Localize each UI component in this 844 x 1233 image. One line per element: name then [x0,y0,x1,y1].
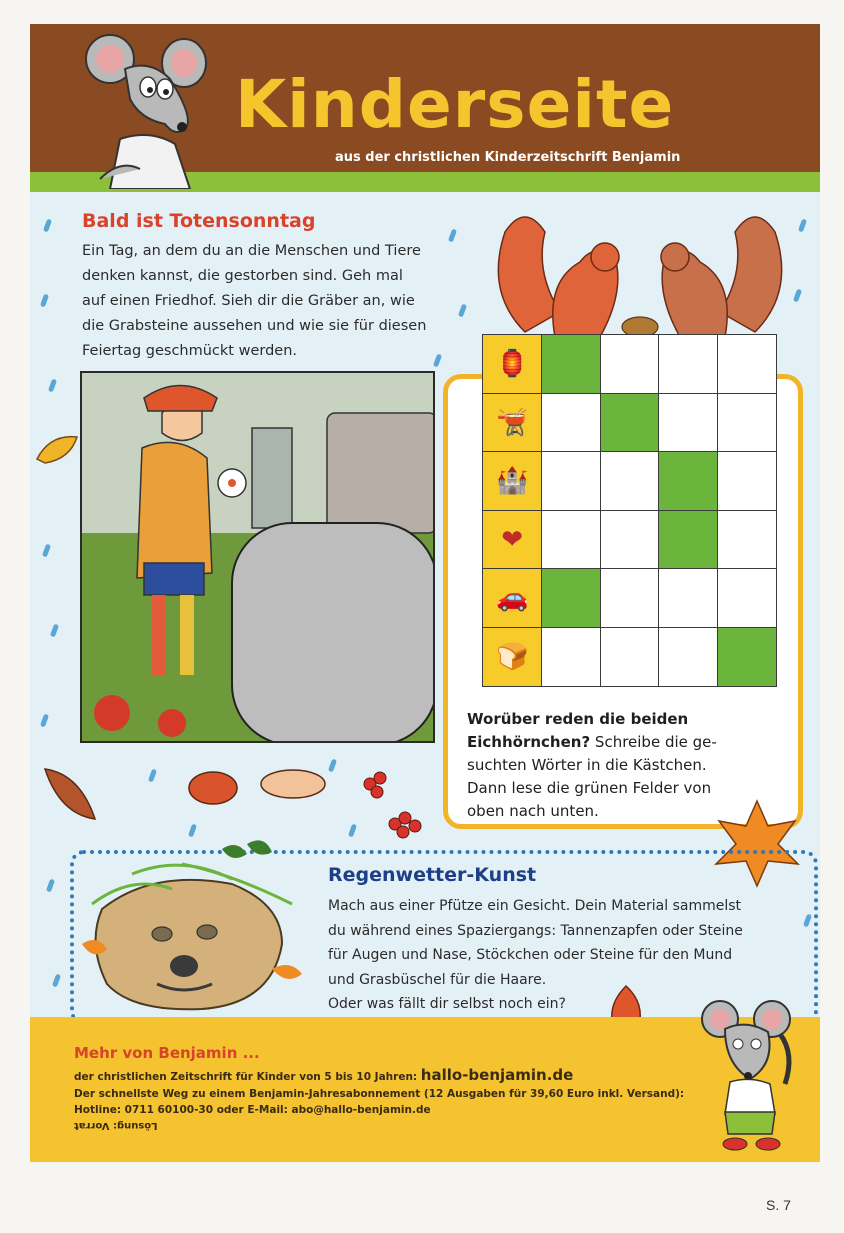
footer-website-link[interactable]: hallo-benjamin.de [420,1066,574,1084]
raindrop-icon [458,304,467,318]
puzzle-cell[interactable] [658,393,718,453]
section-title-totensonntag: Bald ist Totensonntag [82,210,316,232]
leaf-icon [35,429,80,469]
lantern-icon: 🏮 [495,349,529,379]
puzzle-cell[interactable] [717,568,777,628]
raindrop-icon [46,879,55,893]
puzzle-question-bold: Worüber reden die beiden [467,710,689,728]
puzzle-question-text: Dann lese die grünen Felder von [467,779,712,797]
red-leaf-icon [185,764,245,814]
puzzle-cell[interactable] [717,510,777,570]
kinderseite-page [30,24,820,1162]
puzzle-cell[interactable] [600,510,660,570]
puzzle-cell[interactable] [541,393,601,453]
puzzle-cell-green[interactable] [658,510,718,570]
text-line: die Grabsteine aussehen und wie sie für diesen [82,318,427,334]
puzzle-cell[interactable] [541,451,601,511]
footer-line-magazine [74,1066,573,1084]
text-line: Feiertag geschmückt werden. [82,343,297,359]
puzzle-question-text: suchten Wörter in die Kästchen. [467,756,707,774]
brown-leaf-icon [255,762,330,807]
puzzle-question-text: oben nach unten. [467,802,599,820]
cemetery-illustration [80,371,435,743]
puzzle-cell[interactable] [717,393,777,453]
page-number: S. 7 [766,1197,791,1213]
puzzle-cell[interactable] [600,627,660,687]
raindrop-icon [52,974,61,988]
puzzle-cell[interactable] [600,451,660,511]
puzzle-cell[interactable] [658,568,718,628]
puzzle-cell-green[interactable] [717,627,777,687]
castle-icon: 🏰 [495,466,529,496]
section-title-regenwetter: Regenwetter-Kunst [328,864,537,886]
puzzle-cell[interactable] [600,568,660,628]
puzzle-cell[interactable] [658,334,718,394]
raindrop-icon [798,219,807,233]
car-icon: 🚗 [495,583,529,613]
mouse-on-phone-icon [680,994,810,1154]
puzzle-cell-green[interactable] [658,451,718,511]
lantern-icon [482,334,542,394]
raindrop-icon [148,769,157,783]
rowan-berries-icon [355,764,435,844]
page-title: Kinderseite [235,66,675,143]
footer-title: Mehr von Benjamin ... [74,1044,260,1062]
text-line: Oder was fällt dir selbst noch ein? [328,996,566,1012]
raindrop-icon [40,294,49,308]
raindrop-icon [40,714,49,728]
text-line: du während eines Spaziergangs: Tannenzapfen oder Steine [328,922,743,939]
text-line: auf einen Friedhof. Sieh dir die Gräber an, wie [82,293,415,309]
puzzle-solution-upside-down: Lösung: Vorrat [74,1120,158,1131]
puzzle-cell-green[interactable] [600,393,660,453]
raindrop-icon [42,544,51,558]
raindrop-icon [433,354,442,368]
puzzle-cell-green[interactable] [541,568,601,628]
car-icon [482,568,542,628]
girl-at-grave-icon [82,373,435,743]
bread-icon [482,627,542,687]
puzzle-cell[interactable] [541,510,601,570]
puzzle-cell[interactable] [541,627,601,687]
footer-text: der christlichen Zeitschrift für Kinder von 5 bis 10 Jahren: [74,1071,418,1083]
stone-face-icon [72,834,312,1024]
section-text-totensonntag [82,239,426,364]
oak-leaf-icon [40,764,100,824]
heart-icon: ❤ [501,524,524,555]
page-subtitle: aus der christlichen Kinderzeitschrift Benjamin [335,150,681,165]
puzzle-cell[interactable] [717,334,777,394]
mouse-mascot-icon [80,29,210,189]
squirrels-icon [485,202,795,342]
text-line: für Augen und Nase, Stöckchen oder Steine für den Mund [328,947,733,963]
puzzle-cell[interactable] [600,334,660,394]
raindrop-icon [48,379,57,393]
text-line: und Grasbüschel für die Haare. [328,971,547,988]
puzzle-cell-green[interactable] [541,334,601,394]
puzzle-cell[interactable] [717,451,777,511]
puzzle-question-text: Schreibe die ge- [590,733,717,751]
text-line: denken kannst, die gestorben sind. Geh mal [82,268,403,284]
text-line: Ein Tag, an dem du an die Menschen und Tiere [82,243,421,259]
raindrop-icon [50,624,59,638]
raindrop-icon [43,219,52,233]
pot-icon [482,393,542,453]
heart-icon [482,510,542,570]
footer-line-abo: Der schnellste Weg zu einem Benjamin-Jahresabonnement (12 Ausgaben für 39,60 Euro inkl. Versand): [74,1088,685,1100]
castle-icon [482,451,542,511]
footer-line-hotline: Hotline: 0711 60100-30 oder E-Mail: abo@hallo-benjamin.de [74,1104,431,1116]
raindrop-icon [448,229,457,243]
puzzle-grid [482,334,776,696]
puzzle-question-bold: Eichhörnchen? [467,733,591,751]
puzzle-cell[interactable] [658,627,718,687]
text-line: Mach aus einer Pfütze ein Gesicht. Dein Material sammelst [328,898,742,914]
pot-icon: 🫕 [495,407,529,438]
bread-icon: 🍞 [495,641,529,672]
